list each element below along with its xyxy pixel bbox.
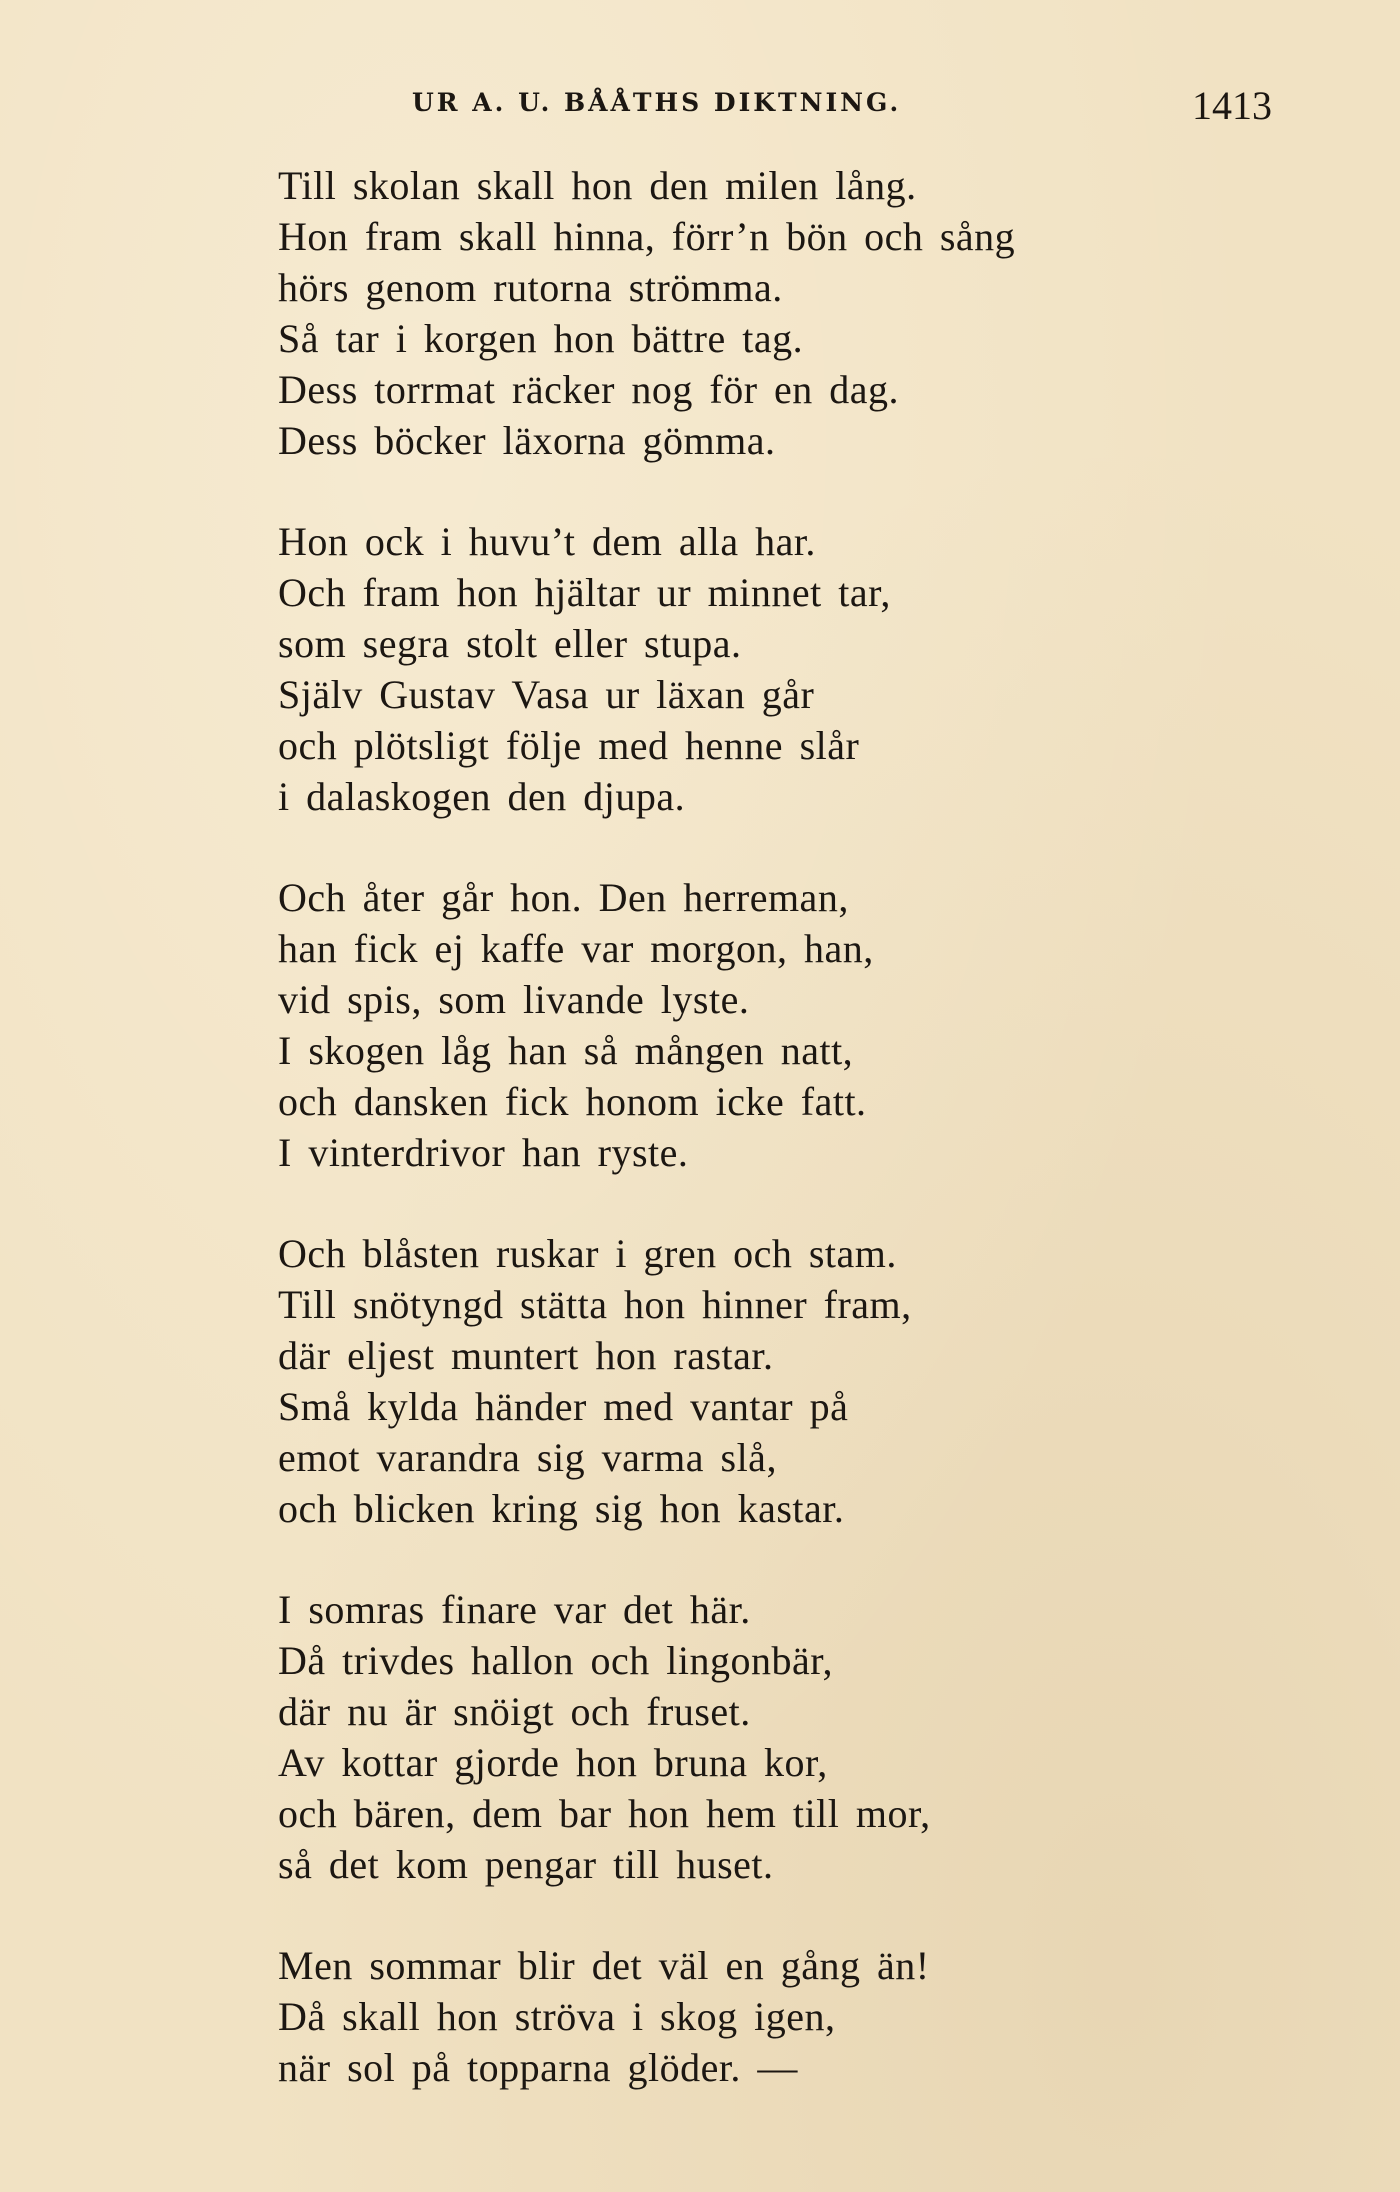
poem-line: Till skolan skall hon den milen lång.: [278, 163, 917, 208]
poem-line: Och fram hon hjältar ur minnet tar,: [278, 570, 891, 615]
poem-line: vid spis, som livande lyste.: [278, 977, 750, 1022]
poem-line: när sol på topparna glöder. —: [278, 2045, 798, 2090]
stanza: [278, 1940, 1218, 2093]
poem-line: Och blåsten ruskar i gren och stam.: [278, 1231, 897, 1276]
poem-line: och dansken fick honom icke fatt.: [278, 1079, 867, 1124]
poem-line: och plötsligt följe med henne slår: [278, 723, 860, 768]
poem-line: i dalaskogen den djupa.: [278, 774, 686, 819]
poem-line: Hon fram skall hinna, förr’n bön och sång: [278, 214, 1016, 259]
stanza: [278, 160, 1218, 466]
poem-line: Dess böcker läxorna gömma.: [278, 418, 776, 463]
poem-line: Men sommar blir det väl en gång än!: [278, 1943, 930, 1988]
poem-line: och blicken kring sig hon kastar.: [278, 1486, 845, 1531]
poem-line: Då trivdes hallon och lingonbär,: [278, 1638, 833, 1683]
stanza: [278, 872, 1218, 1178]
poem-line: han fick ej kaffe var morgon, han,: [278, 926, 874, 971]
stanza: [278, 1228, 1218, 1534]
poem-line: Och åter går hon. Den herreman,: [278, 875, 849, 920]
poem-line: Själv Gustav Vasa ur läxan går: [278, 672, 815, 717]
poem-line: där nu är snöigt och fruset.: [278, 1689, 751, 1734]
poem-line: Små kylda händer med vantar på: [278, 1384, 849, 1429]
poem-line: Dess torrmat räcker nog för en dag.: [278, 367, 900, 412]
poem-line: hörs genom rutorna strömma.: [278, 265, 783, 310]
poem-line: och bären, dem bar hon hem till mor,: [278, 1791, 931, 1836]
poem-line: Hon ock i huvu’t dem alla har.: [278, 519, 816, 564]
running-title: UR A. U. BÅÅTHS DIKTNING.: [412, 88, 902, 117]
page-number: 1413: [1192, 83, 1272, 128]
poem-line: Av kottar gjorde hon bruna kor,: [278, 1740, 828, 1785]
poem: [278, 160, 1218, 2143]
poem-line: emot varandra sig varma slå,: [278, 1435, 777, 1480]
stanza: [278, 1584, 1218, 1890]
poem-line: I skogen låg han så mången natt,: [278, 1028, 854, 1073]
poem-line: I somras finare var det här.: [278, 1587, 751, 1632]
poem-line: Till snötyngd stätta hon hinner fram,: [278, 1282, 912, 1327]
poem-line: som segra stolt eller stupa.: [278, 621, 742, 666]
poem-line: Då skall hon ströva i skog igen,: [278, 1994, 836, 2039]
page-header: [412, 82, 1272, 132]
poem-line: så det kom pengar till huset.: [278, 1842, 774, 1887]
poem-line: I vinterdrivor han ryste.: [278, 1130, 689, 1175]
stanza: [278, 516, 1218, 822]
poem-line: Så tar i korgen hon bättre tag.: [278, 316, 804, 361]
poem-line: där eljest muntert hon rastar.: [278, 1333, 774, 1378]
